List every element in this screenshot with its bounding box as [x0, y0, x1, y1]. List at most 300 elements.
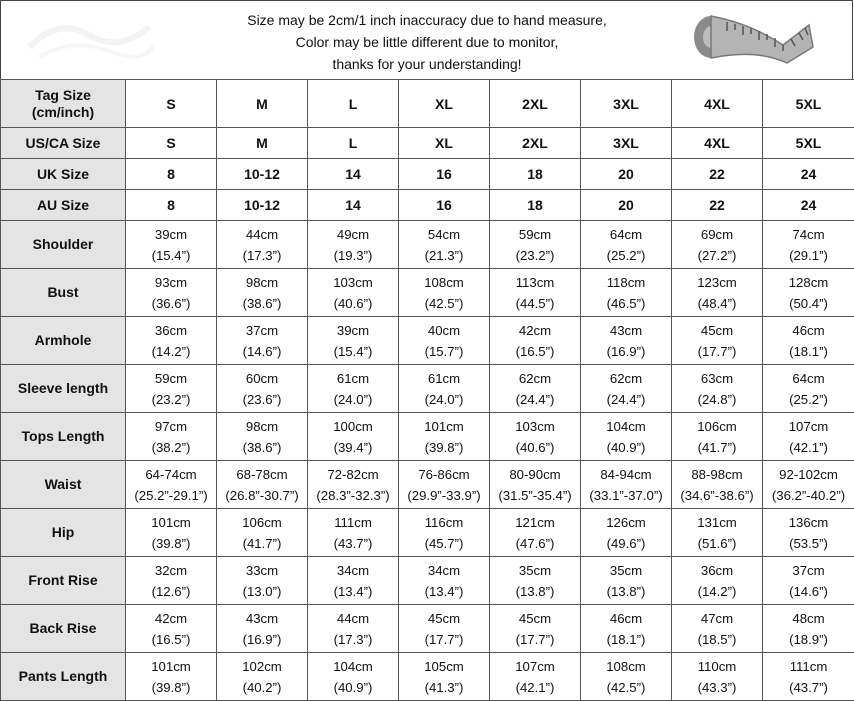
measure-row	[1, 557, 854, 605]
measure-cell	[126, 509, 217, 557]
inch-value: (16.9”)	[581, 341, 671, 362]
inch-value: (24.4”)	[490, 389, 580, 410]
inch-value: (17.7”)	[490, 629, 580, 650]
notice-line-3: thanks for your understanding!	[177, 53, 677, 75]
inch-value: (36.2”-40.2”)	[763, 485, 854, 506]
cm-value: 42cm	[490, 320, 580, 341]
inch-value: (17.7”)	[672, 341, 762, 362]
measure-cell	[217, 509, 308, 557]
size-cell: 3XL	[581, 128, 672, 159]
cm-value: 131cm	[672, 512, 762, 533]
cm-value: 105cm	[399, 656, 489, 677]
cm-value: 36cm	[672, 560, 762, 581]
row-label: US/CA Size	[1, 128, 126, 159]
row-label: Hip	[1, 509, 126, 557]
measure-row	[1, 317, 854, 365]
cm-value: 33cm	[217, 560, 307, 581]
cm-value: 54cm	[399, 224, 489, 245]
size-cell: S	[126, 128, 217, 159]
measure-cell	[217, 557, 308, 605]
inch-value: (16.5”)	[126, 629, 216, 650]
size-cell: L	[308, 80, 399, 128]
measure-cell	[308, 365, 399, 413]
measure-cell	[581, 557, 672, 605]
inch-value: (47.6”)	[490, 533, 580, 554]
cm-value: 39cm	[308, 320, 398, 341]
size-table	[0, 79, 854, 701]
measure-cell	[399, 221, 490, 269]
measure-cell	[672, 317, 763, 365]
cm-value: 104cm	[308, 656, 398, 677]
cm-value: 45cm	[672, 320, 762, 341]
measure-cell	[581, 461, 672, 509]
measure-cell	[672, 269, 763, 317]
cm-value: 59cm	[490, 224, 580, 245]
cm-value: 100cm	[308, 416, 398, 437]
cm-value: 43cm	[217, 608, 307, 629]
cm-value: 110cm	[672, 656, 762, 677]
inch-value: (21.3”)	[399, 245, 489, 266]
row-label: UK Size	[1, 159, 126, 190]
measure-cell	[490, 461, 581, 509]
cm-value: 106cm	[672, 416, 762, 437]
inch-value: (41.7”)	[672, 437, 762, 458]
size-cell: 8	[126, 159, 217, 190]
inch-value: (42.1”)	[490, 677, 580, 698]
cm-value: 111cm	[763, 656, 854, 677]
measure-cell	[308, 653, 399, 701]
measure-cell	[126, 461, 217, 509]
size-cell: 20	[581, 190, 672, 221]
cm-value: 46cm	[581, 608, 671, 629]
measure-row	[1, 509, 854, 557]
cm-value: 111cm	[308, 512, 398, 533]
size-cell: 5XL	[763, 128, 854, 159]
measure-cell	[763, 221, 854, 269]
measure-cell	[217, 461, 308, 509]
inch-value: (16.5”)	[490, 341, 580, 362]
measure-cell	[763, 557, 854, 605]
measure-cell	[126, 221, 217, 269]
inch-value: (24.8”)	[672, 389, 762, 410]
measure-cell	[581, 269, 672, 317]
inch-value: (23.2”)	[126, 389, 216, 410]
inch-value: (16.9”)	[217, 629, 307, 650]
inch-value: (24.0”)	[308, 389, 398, 410]
measure-cell	[581, 605, 672, 653]
measure-cell	[399, 605, 490, 653]
inch-value: (36.6”)	[126, 293, 216, 314]
measure-row	[1, 461, 854, 509]
cm-value: 102cm	[217, 656, 307, 677]
inch-value: (46.5”)	[581, 293, 671, 314]
measure-cell	[672, 605, 763, 653]
size-cell: 24	[763, 159, 854, 190]
measure-cell	[399, 461, 490, 509]
measure-cell	[763, 317, 854, 365]
measure-cell	[672, 221, 763, 269]
cm-value: 44cm	[217, 224, 307, 245]
cm-value: 64cm	[581, 224, 671, 245]
notice-text	[177, 9, 677, 75]
measure-row	[1, 413, 854, 461]
row-label: Tops Length	[1, 413, 126, 461]
inch-value: (13.0”)	[217, 581, 307, 602]
measure-cell	[217, 221, 308, 269]
cm-value: 43cm	[581, 320, 671, 341]
row-label: Sleeve length	[1, 365, 126, 413]
cm-value: 63cm	[672, 368, 762, 389]
cm-value: 47cm	[672, 608, 762, 629]
inch-value: (42.5”)	[581, 677, 671, 698]
measure-cell	[217, 653, 308, 701]
cm-value: 64-74cm	[126, 464, 216, 485]
cm-value: 123cm	[672, 272, 762, 293]
size-cell: M	[217, 80, 308, 128]
measure-row	[1, 365, 854, 413]
size-row	[1, 159, 854, 190]
measure-row	[1, 269, 854, 317]
size-cell: 4XL	[672, 128, 763, 159]
cm-value: 45cm	[399, 608, 489, 629]
row-label: Armhole	[1, 317, 126, 365]
measure-cell	[308, 461, 399, 509]
inch-value: (38.6”)	[217, 293, 307, 314]
cm-value: 108cm	[581, 656, 671, 677]
size-row	[1, 80, 854, 128]
cm-value: 104cm	[581, 416, 671, 437]
cm-value: 101cm	[126, 656, 216, 677]
inch-value: (40.2”)	[217, 677, 307, 698]
measure-cell	[763, 365, 854, 413]
inch-value: (41.3”)	[399, 677, 489, 698]
measure-cell	[399, 365, 490, 413]
inch-value: (17.3”)	[308, 629, 398, 650]
inch-value: (18.1”)	[763, 341, 854, 362]
size-cell: 3XL	[581, 80, 672, 128]
measure-cell	[581, 317, 672, 365]
measure-cell	[126, 653, 217, 701]
cm-value: 35cm	[581, 560, 671, 581]
measure-cell	[308, 605, 399, 653]
size-cell: XL	[399, 128, 490, 159]
inch-value: (39.8”)	[126, 677, 216, 698]
inch-value: (29.9”-33.9”)	[399, 485, 489, 506]
cm-value: 84-94cm	[581, 464, 671, 485]
inch-value: (26.8”-30.7”)	[217, 485, 307, 506]
measure-cell	[490, 509, 581, 557]
inch-value: (23.2”)	[490, 245, 580, 266]
inch-value: (15.4”)	[308, 341, 398, 362]
inch-value: (24.4”)	[581, 389, 671, 410]
inch-value: (40.6”)	[308, 293, 398, 314]
inch-value: (25.2”)	[581, 245, 671, 266]
size-cell: 4XL	[672, 80, 763, 128]
size-cell: L	[308, 128, 399, 159]
measure-cell	[490, 557, 581, 605]
inch-value: (14.6”)	[763, 581, 854, 602]
size-cell: 18	[490, 190, 581, 221]
inch-value: (53.5”)	[763, 533, 854, 554]
inch-value: (27.2”)	[672, 245, 762, 266]
measure-cell	[763, 413, 854, 461]
inch-value: (39.4”)	[308, 437, 398, 458]
inch-value: (14.2”)	[126, 341, 216, 362]
inch-value: (42.5”)	[399, 293, 489, 314]
row-label: AU Size	[1, 190, 126, 221]
inch-value: (33.1”-37.0”)	[581, 485, 671, 506]
notice-header	[0, 0, 853, 79]
measure-cell	[763, 509, 854, 557]
inch-value: (38.6”)	[217, 437, 307, 458]
cm-value: 128cm	[763, 272, 854, 293]
cm-value: 40cm	[399, 320, 489, 341]
row-label: Front Rise	[1, 557, 126, 605]
size-row	[1, 190, 854, 221]
measure-cell	[490, 221, 581, 269]
row-label: Tag Size (cm/inch)	[1, 80, 126, 128]
cm-value: 44cm	[308, 608, 398, 629]
cm-value: 59cm	[126, 368, 216, 389]
cm-value: 36cm	[126, 320, 216, 341]
inch-value: (13.4”)	[399, 581, 489, 602]
watermark-logo-icon	[19, 7, 159, 67]
measure-cell	[672, 557, 763, 605]
inch-value: (29.1”)	[763, 245, 854, 266]
measure-cell	[308, 413, 399, 461]
cm-value: 103cm	[490, 416, 580, 437]
measure-cell	[126, 365, 217, 413]
inch-value: (12.6”)	[126, 581, 216, 602]
cm-value: 42cm	[126, 608, 216, 629]
inch-value: (39.8”)	[126, 533, 216, 554]
measure-cell	[763, 269, 854, 317]
cm-value: 37cm	[763, 560, 854, 581]
size-cell: 16	[399, 159, 490, 190]
inch-value: (18.9”)	[763, 629, 854, 650]
cm-value: 76-86cm	[399, 464, 489, 485]
inch-value: (48.4”)	[672, 293, 762, 314]
measure-cell	[581, 653, 672, 701]
measure-cell	[672, 653, 763, 701]
size-cell: S	[126, 80, 217, 128]
inch-value: (40.9”)	[308, 677, 398, 698]
cm-value: 88-98cm	[672, 464, 762, 485]
measure-row	[1, 653, 854, 701]
cm-value: 60cm	[217, 368, 307, 389]
measure-cell	[217, 365, 308, 413]
cm-value: 72-82cm	[308, 464, 398, 485]
inch-value: (14.6”)	[217, 341, 307, 362]
inch-value: (18.1”)	[581, 629, 671, 650]
measure-cell	[490, 653, 581, 701]
measure-cell	[126, 269, 217, 317]
cm-value: 64cm	[763, 368, 854, 389]
cm-value: 69cm	[672, 224, 762, 245]
inch-value: (39.8”)	[399, 437, 489, 458]
inch-value: (18.5”)	[672, 629, 762, 650]
inch-value: (14.2”)	[672, 581, 762, 602]
measure-cell	[581, 365, 672, 413]
cm-value: 62cm	[490, 368, 580, 389]
cm-value: 98cm	[217, 416, 307, 437]
inch-value: (25.2”-29.1”)	[126, 485, 216, 506]
inch-value: (19.3”)	[308, 245, 398, 266]
inch-value: (13.8”)	[581, 581, 671, 602]
inch-value: (25.2”)	[763, 389, 854, 410]
cm-value: 32cm	[126, 560, 216, 581]
inch-value: (43.7”)	[308, 533, 398, 554]
cm-value: 106cm	[217, 512, 307, 533]
cm-value: 103cm	[308, 272, 398, 293]
size-cell: 20	[581, 159, 672, 190]
size-cell: 14	[308, 159, 399, 190]
measure-cell	[490, 413, 581, 461]
measure-row	[1, 605, 854, 653]
size-cell: 5XL	[763, 80, 854, 128]
cm-value: 61cm	[399, 368, 489, 389]
row-label: Back Rise	[1, 605, 126, 653]
inch-value: (28.3”-32.3”)	[308, 485, 398, 506]
cm-value: 45cm	[490, 608, 580, 629]
cm-value: 37cm	[217, 320, 307, 341]
measure-cell	[490, 605, 581, 653]
inch-value: (34.6”-38.6”)	[672, 485, 762, 506]
measure-cell	[581, 221, 672, 269]
inch-value: (44.5”)	[490, 293, 580, 314]
measure-cell	[308, 557, 399, 605]
inch-value: (43.3”)	[672, 677, 762, 698]
inch-value: (24.0”)	[399, 389, 489, 410]
size-cell: 16	[399, 190, 490, 221]
inch-value: (40.6”)	[490, 437, 580, 458]
measure-cell	[581, 509, 672, 557]
measure-cell	[763, 461, 854, 509]
inch-value: (15.7”)	[399, 341, 489, 362]
size-cell: 2XL	[490, 128, 581, 159]
inch-value: (31.5”-35.4”)	[490, 485, 580, 506]
measure-cell	[399, 269, 490, 317]
measure-cell	[672, 365, 763, 413]
inch-value: (17.7”)	[399, 629, 489, 650]
measure-cell	[308, 221, 399, 269]
measure-cell	[763, 653, 854, 701]
measure-cell	[126, 557, 217, 605]
cm-value: 107cm	[763, 416, 854, 437]
size-cell: 8	[126, 190, 217, 221]
cm-value: 101cm	[126, 512, 216, 533]
inch-value: (15.4”)	[126, 245, 216, 266]
inch-value: (23.6”)	[217, 389, 307, 410]
measure-cell	[672, 461, 763, 509]
cm-value: 48cm	[763, 608, 854, 629]
inch-value: (17.3”)	[217, 245, 307, 266]
measure-cell	[126, 605, 217, 653]
inch-value: (49.6”)	[581, 533, 671, 554]
inch-value: (13.4”)	[308, 581, 398, 602]
inch-value: (51.6”)	[672, 533, 762, 554]
inch-value: (41.7”)	[217, 533, 307, 554]
cm-value: 113cm	[490, 272, 580, 293]
measure-cell	[672, 509, 763, 557]
cm-value: 97cm	[126, 416, 216, 437]
measure-cell	[126, 317, 217, 365]
cm-value: 74cm	[763, 224, 854, 245]
notice-line-2: Color may be little different due to monitor,	[177, 31, 677, 53]
cm-value: 35cm	[490, 560, 580, 581]
cm-value: 34cm	[399, 560, 489, 581]
cm-value: 118cm	[581, 272, 671, 293]
cm-value: 121cm	[490, 512, 580, 533]
inch-value: (43.7”)	[763, 677, 854, 698]
cm-value: 68-78cm	[217, 464, 307, 485]
cm-value: 107cm	[490, 656, 580, 677]
inch-value: (45.7”)	[399, 533, 489, 554]
size-row	[1, 128, 854, 159]
measure-cell	[399, 509, 490, 557]
size-cell: XL	[399, 80, 490, 128]
cm-value: 61cm	[308, 368, 398, 389]
measure-cell	[308, 269, 399, 317]
size-cell: 14	[308, 190, 399, 221]
measure-cell	[490, 317, 581, 365]
measure-cell	[308, 509, 399, 557]
cm-value: 49cm	[308, 224, 398, 245]
measure-cell	[217, 413, 308, 461]
notice-line-1: Size may be 2cm/1 inch inaccuracy due to hand measure,	[177, 9, 677, 31]
measuring-tape-icon	[687, 5, 817, 73]
size-cell: 10-12	[217, 159, 308, 190]
size-cell: 10-12	[217, 190, 308, 221]
cm-value: 62cm	[581, 368, 671, 389]
inch-value: (40.9”)	[581, 437, 671, 458]
size-cell: 18	[490, 159, 581, 190]
cm-value: 92-102cm	[763, 464, 854, 485]
measure-cell	[672, 413, 763, 461]
cm-value: 126cm	[581, 512, 671, 533]
cm-value: 101cm	[399, 416, 489, 437]
cm-value: 93cm	[126, 272, 216, 293]
cm-value: 98cm	[217, 272, 307, 293]
measure-cell	[399, 317, 490, 365]
inch-value: (50.4”)	[763, 293, 854, 314]
measure-cell	[308, 317, 399, 365]
row-label: Pants Length	[1, 653, 126, 701]
cm-value: 108cm	[399, 272, 489, 293]
row-label: Bust	[1, 269, 126, 317]
size-cell: 22	[672, 159, 763, 190]
measure-cell	[490, 269, 581, 317]
row-label: Shoulder	[1, 221, 126, 269]
row-label: Waist	[1, 461, 126, 509]
measure-cell	[399, 653, 490, 701]
measure-cell	[217, 317, 308, 365]
size-cell: 22	[672, 190, 763, 221]
cm-value: 136cm	[763, 512, 854, 533]
size-cell: 2XL	[490, 80, 581, 128]
cm-value: 80-90cm	[490, 464, 580, 485]
measure-cell	[217, 269, 308, 317]
measure-row	[1, 221, 854, 269]
measure-cell	[763, 605, 854, 653]
cm-value: 116cm	[399, 512, 489, 533]
measure-cell	[581, 413, 672, 461]
measure-cell	[490, 365, 581, 413]
cm-value: 46cm	[763, 320, 854, 341]
measure-cell	[126, 413, 217, 461]
cm-value: 34cm	[308, 560, 398, 581]
measure-cell	[217, 605, 308, 653]
